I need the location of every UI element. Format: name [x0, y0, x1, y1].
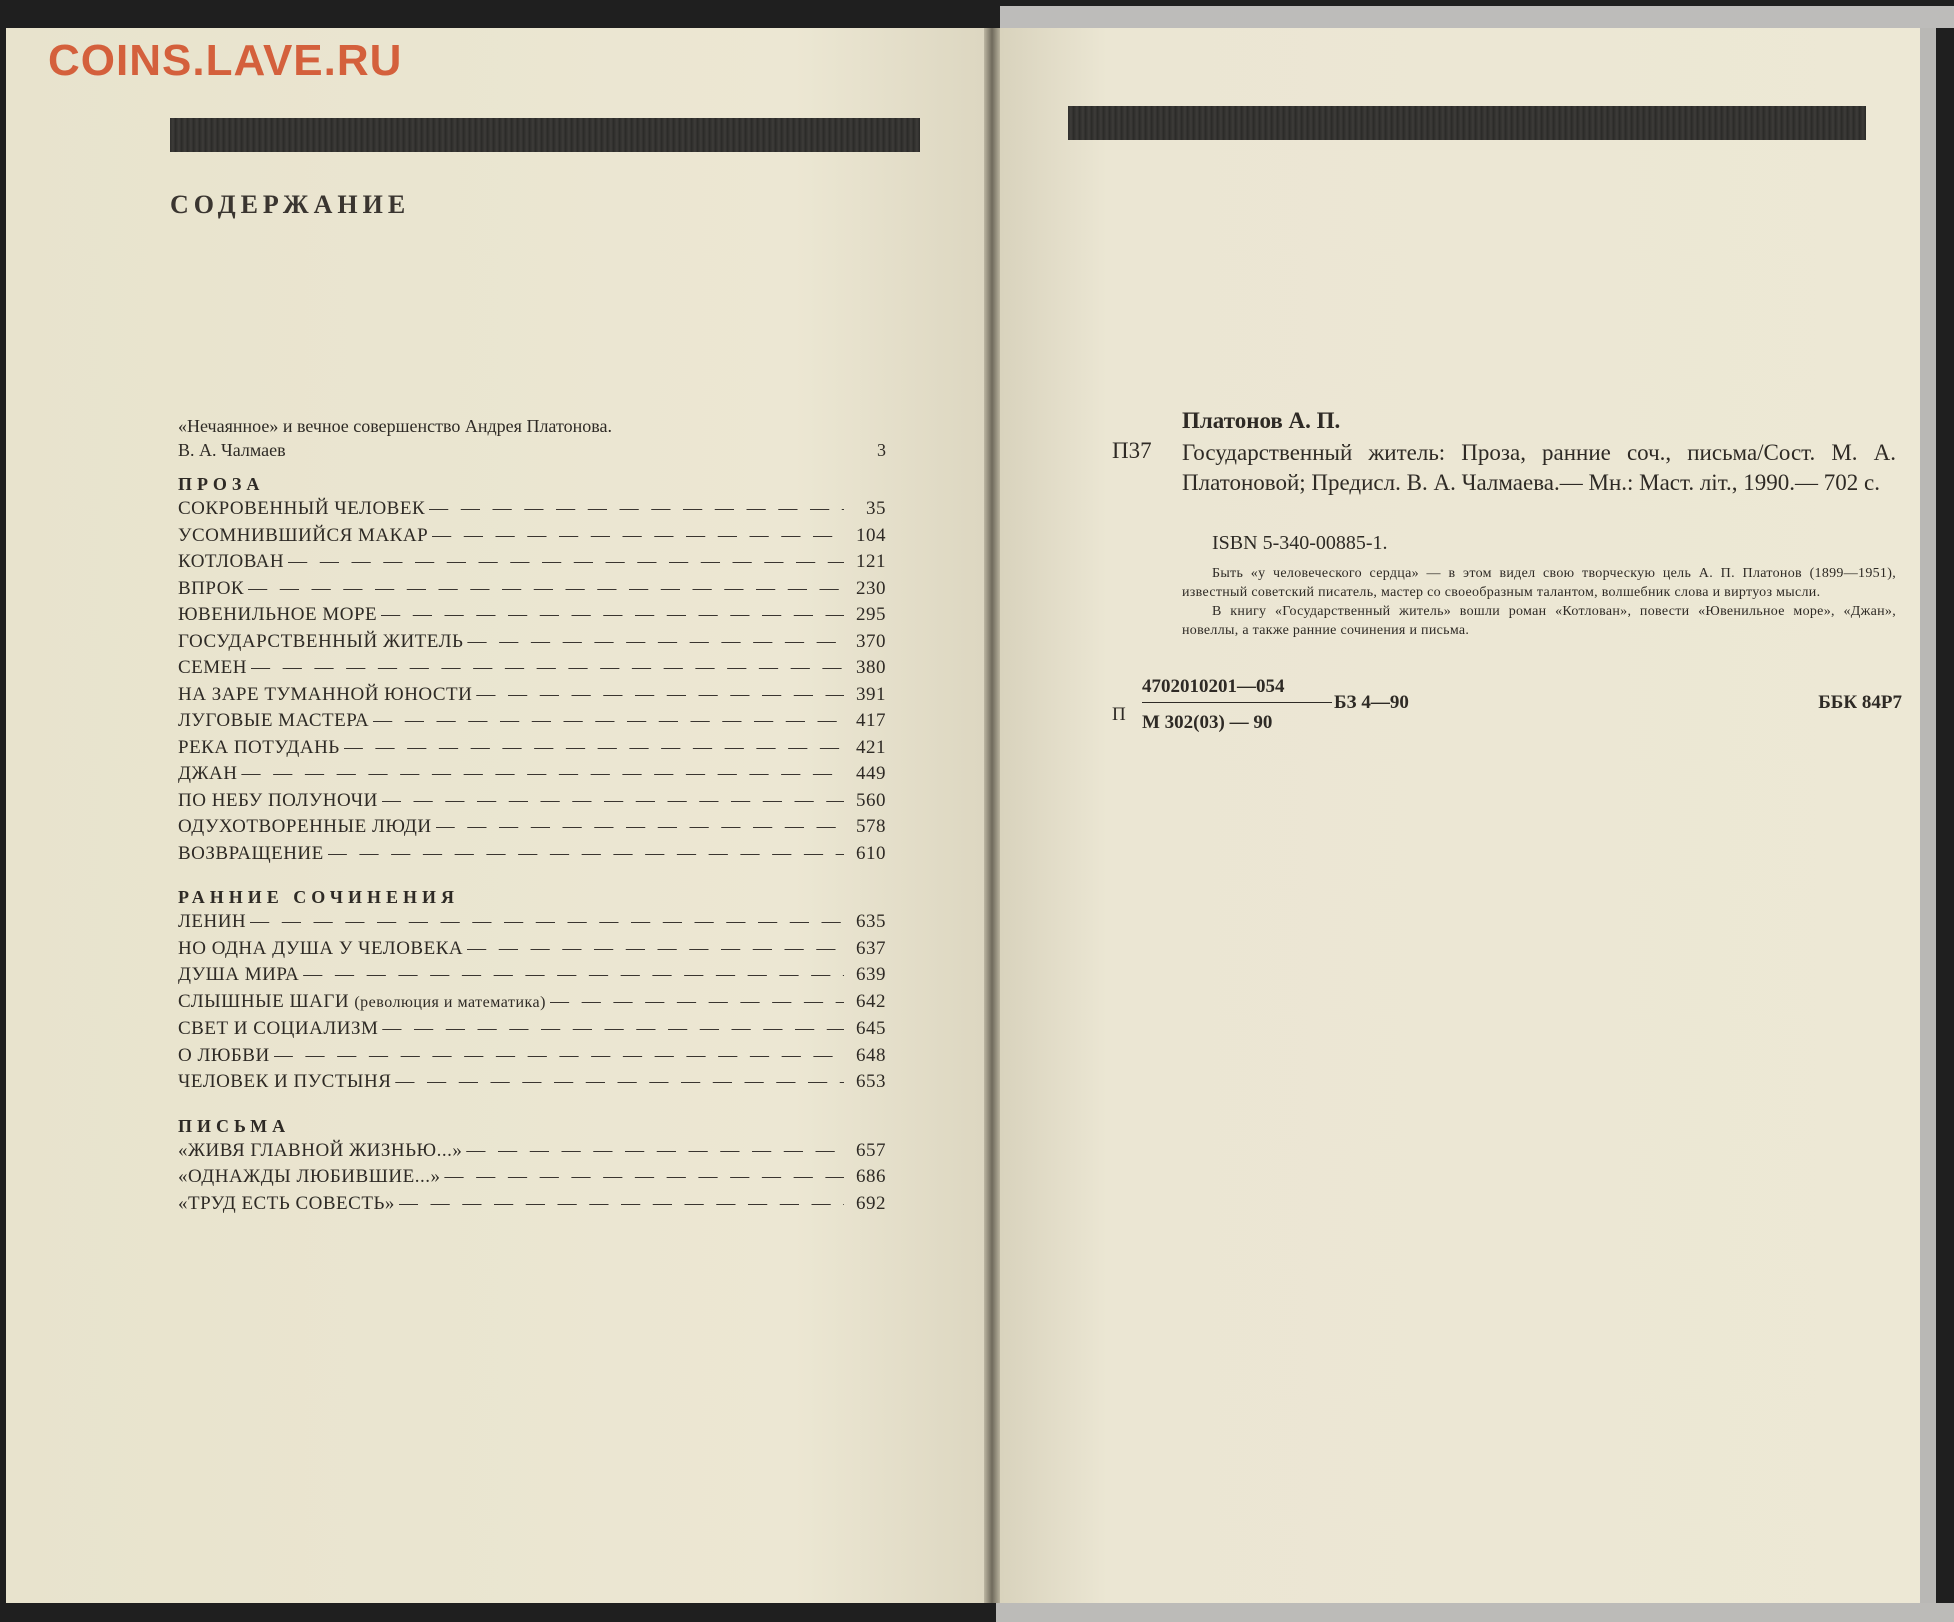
toc-row [178, 1016, 886, 1043]
toc-row-title: СОКРОВЕННЫЙ ЧЕЛОВЕК [178, 498, 426, 519]
toc-row [178, 523, 886, 550]
toc-leader [550, 989, 844, 1016]
decorative-bar-right [1068, 106, 1866, 140]
toc-row-page: 653 [856, 1071, 886, 1092]
toc-leader [395, 1069, 844, 1096]
toc-row-page: 610 [856, 842, 886, 864]
toc-row [178, 602, 886, 629]
toc-row [178, 1164, 886, 1191]
toc-row [178, 735, 886, 762]
toc-row-page: 635 [856, 911, 886, 932]
toc-row-page: 121 [856, 551, 886, 572]
toc-row-title: ДУША МИРА [178, 964, 300, 985]
toc-row [178, 1138, 886, 1165]
toc-row [178, 1043, 886, 1070]
toc-row-title: РЕКА ПОТУДАНЬ [178, 736, 340, 758]
toc-row [178, 549, 886, 576]
toc-leader [467, 936, 844, 963]
toc-row-page: 35 [866, 498, 886, 519]
card-description: Государственный житель: Проза, ранние соч., письма/Сост. М. А. Платоновой; Предисл. В. А. Чалмаева.— Мн.: Маст. літ., 1990.— 702 с. [1182, 440, 1896, 495]
toc-row-page: 639 [856, 964, 886, 985]
toc-row-title: ЮВЕНИЛЬНОЕ МОРЕ [178, 604, 378, 625]
toc-row-page: 295 [856, 604, 886, 625]
toc-row-title: «ТРУД ЕСТЬ СОВЕСТЬ» [178, 1192, 395, 1214]
catalog-bbk: ББК 84Р7 [1818, 692, 1902, 713]
toc-row-title: «ЖИВЯ ГЛАВНОЙ ЖИЗНЬЮ...» [178, 1139, 463, 1161]
toc-row [178, 989, 886, 1017]
toc-row-page: 645 [856, 1018, 886, 1039]
annotation-paragraph: В книгу «Государственный житель» вошли роман «Котлован», повести «Ювенильное море», «Джан», новеллы, а также ранние сочинения и письма. [1182, 604, 1896, 638]
toc-row-title: НО ОДНА ДУША У ЧЕЛОВЕКА [178, 937, 464, 959]
toc-row [178, 788, 886, 815]
toc-row [178, 1069, 886, 1096]
catalog-prefix: П [1112, 704, 1126, 725]
toc-row-page: 692 [856, 1192, 886, 1214]
toc-row [178, 496, 886, 523]
toc-row [178, 708, 886, 735]
toc-row-title: «ОДНАЖДЫ ЛЮБИВШИЕ...» [178, 1166, 441, 1187]
toc-row [178, 909, 886, 936]
toc-row-title [178, 989, 546, 1017]
toc-row-page: 560 [856, 789, 886, 811]
toc-leader [251, 655, 844, 682]
toc-leader [382, 788, 844, 815]
section-heading-early-works: РАННИЕ СОЧИНЕНИЯ [178, 887, 459, 907]
toc-row-title: ЧЕЛОВЕК И ПУСТЫНЯ [178, 1071, 392, 1092]
book-spine [984, 28, 1000, 1603]
toc-leader [429, 496, 844, 523]
toc-row-title: ДЖАН [178, 763, 238, 784]
toc-row-title: ВОЗВРАЩЕНИЕ [178, 842, 324, 864]
toc-row-page: 449 [856, 763, 886, 784]
right-page [996, 28, 1936, 1603]
toc-row-title: СВЕТ И СОЦИАЛИЗМ [178, 1018, 379, 1039]
toc-leader [241, 761, 844, 788]
toc-row [178, 629, 886, 656]
toc-leader [432, 523, 844, 550]
cover-edge-top [1000, 6, 1954, 28]
toc-leader [436, 814, 844, 841]
toc-row-title: НА ЗАРЕ ТУМАННОЙ ЮНОСТИ [178, 683, 473, 705]
catalog-denominator: М 302(03) — 90 [1142, 712, 1273, 733]
card-annotation [1182, 564, 1896, 640]
annotation-paragraph: Быть «у человеческого сердца» — в этом видел свою творческую цель А. П. Платонов (1899—1951), известный советский писатель, мастер со своеобразным талантом, волшебник слова и виртуоз мысли. [1182, 566, 1896, 600]
toc-row-title: ЛЕНИН [178, 911, 247, 932]
toc-row-page: 578 [856, 816, 886, 837]
toc-leader [373, 708, 844, 735]
toc-row-title: УСОМНИВШИЙСЯ МАКАР [178, 524, 429, 546]
toc-row [178, 576, 886, 603]
toc-row-title: СЕМЕН [178, 657, 247, 678]
toc-row-page: 657 [856, 1139, 886, 1161]
intro-row [178, 438, 886, 462]
cover-edge-bottom [996, 1603, 1954, 1622]
toc-row-title: ПО НЕБУ ПОЛУНОЧИ [178, 789, 378, 811]
toc-row-title: КОТЛОВАН [178, 551, 285, 572]
toc-leader [382, 1016, 844, 1043]
toc-leader [476, 682, 844, 709]
intro-author: В. А. Чалмаев [178, 440, 286, 460]
toc-row-page: 230 [856, 577, 886, 599]
toc-row-page: 642 [856, 990, 886, 1012]
table-of-contents [178, 414, 886, 1217]
toc-row-title: ВПРОК [178, 577, 245, 599]
toc-title: СОДЕРЖАНИЕ [170, 190, 411, 219]
toc-leader [250, 909, 844, 936]
decorative-bar-left [170, 118, 920, 152]
intro-page: 3 [877, 440, 886, 460]
toc-row [178, 682, 886, 709]
toc-row-page: 391 [856, 683, 886, 705]
toc-leader [399, 1191, 844, 1218]
section-heading-letters: ПИСЬМА [178, 1115, 291, 1136]
card-isbn: ISBN 5-340-00885-1. [1212, 532, 1388, 554]
toc-leader [248, 576, 844, 603]
toc-row-page: 686 [856, 1166, 886, 1187]
toc-row-title: ГОСУДАРСТВЕННЫЙ ЖИТЕЛЬ [178, 630, 464, 652]
toc-row-page: 637 [856, 937, 886, 959]
catalog-numerator: 4702010201—054 [1142, 676, 1285, 697]
toc-row-page: 370 [856, 630, 886, 652]
toc-row [178, 1191, 886, 1218]
intro-line: «Нечаянное» и вечное совершенство Андрея Платонова. [178, 416, 612, 436]
toc-row-title-main: СЛЫШНЫЕ ШАГИ [178, 990, 350, 1012]
toc-row-title: ОДУХОТВОРЕННЫЕ ЛЮДИ [178, 816, 432, 837]
toc-leader [274, 1043, 844, 1070]
toc-row-subtitle: (революция и математика) [354, 993, 546, 1011]
toc-row-title: ЛУГОВЫЕ МАСТЕРА [178, 710, 370, 731]
toc-row-page: 104 [856, 524, 886, 546]
toc-row-title: О ЛЮБВИ [178, 1044, 270, 1066]
catalog-fraction-line [1142, 702, 1332, 703]
card-code: П37 [1112, 438, 1152, 463]
toc-row [178, 761, 886, 788]
toc-leader [303, 962, 844, 989]
card-author: Платонов А. П. [1182, 408, 1341, 433]
toc-row [178, 936, 886, 963]
toc-row-page: 417 [856, 710, 886, 731]
watermark: COINS.LAVE.RU [48, 36, 403, 85]
toc-row-page: 648 [856, 1044, 886, 1066]
toc-row-page: 421 [856, 736, 886, 758]
toc-row [178, 962, 886, 989]
section-heading-prose: ПРОЗА [178, 474, 265, 494]
toc-row [178, 655, 886, 682]
catalog-index [1112, 676, 1902, 746]
toc-leader [328, 841, 844, 868]
toc-leader [444, 1164, 844, 1191]
toc-row-page: 380 [856, 657, 886, 678]
toc-leader [381, 602, 844, 629]
toc-leader [467, 629, 844, 656]
toc-row [178, 814, 886, 841]
toc-leader [344, 735, 844, 762]
catalog-middle: БЗ 4—90 [1334, 692, 1409, 713]
toc-leader [288, 549, 844, 576]
toc-leader [466, 1138, 844, 1165]
toc-row [178, 841, 886, 868]
